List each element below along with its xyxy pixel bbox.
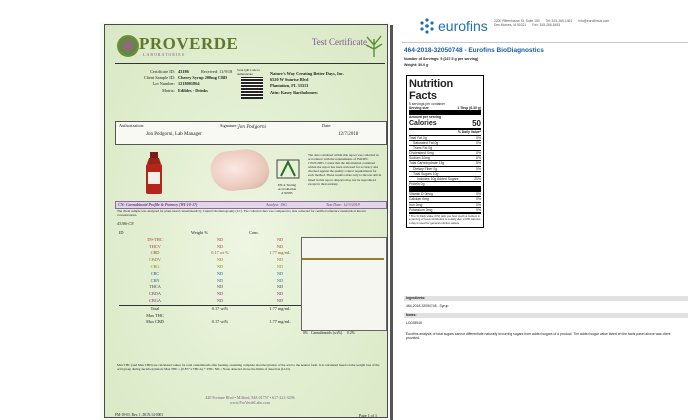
footer-page: Page 1 of 1	[358, 413, 377, 418]
section-title-bar	[115, 201, 387, 209]
nutrient-row: Dietary Fiber 0g 0%	[409, 166, 481, 171]
nutrient-row: Trans Fat 0g	[409, 145, 481, 150]
meta-row: Lot Number: 1218001864	[152, 81, 200, 87]
certificate-header	[115, 33, 385, 64]
cbd-graph-bar	[302, 258, 384, 260]
nutrient-row: Saturated Fat 0g 0%	[409, 140, 481, 145]
vitamin-row: Calcium 0mg 0%	[409, 197, 481, 202]
proverde-logo-sub: LABORATORIES	[143, 52, 185, 57]
calories-row: Calories 50	[409, 119, 481, 129]
potency-table	[119, 230, 311, 326]
section-title: CN: Cannabinoid Profile & Potency (WI-10-17)	[118, 202, 198, 207]
eurofins-brand: eurofins	[438, 18, 488, 34]
nutrient-row: Includes 10g Added Sugars 20%	[409, 176, 481, 181]
meta-row: Matrix: Edibles - Drinks	[162, 87, 208, 93]
table-row-max-cbd: Max CBD 0.17 wt% 1.77 mg/mL	[146, 319, 291, 325]
nutrient-row: Total Carbohydrate 13g 5%	[409, 161, 481, 166]
certificate-title: Test Certificate	[311, 37, 367, 47]
sample-photo	[209, 147, 271, 193]
vitamin-row: Vitamin D 0mcg 0%	[409, 192, 481, 197]
table-row: THCA ND ND	[149, 284, 284, 290]
table-row: CBD 0.17 wt % 1.77 mg/mL	[150, 250, 291, 256]
bottle-image	[141, 152, 167, 196]
ingredients-label: Ingredients:	[404, 296, 688, 301]
proverde-logo: PROVERDE	[139, 34, 239, 53]
nutrition-facts-panel	[406, 75, 484, 228]
footer-address: 420 Fortune Blvd • Milford, MA 01757 • 617-221-3296 www.ProVerdeLabs.com	[205, 395, 295, 405]
nutrient-row: Total Fat 0g 0%	[409, 135, 481, 140]
auth-label: Authorization:	[119, 123, 145, 128]
notes-id: LG028540	[406, 321, 422, 325]
table-row: CBN ND ND	[150, 277, 284, 283]
nutrient-row: Total Sugars 10g	[409, 171, 481, 176]
meta-row: Certificate ID: 43186	[150, 69, 189, 74]
analyst: Analyst: JSG	[266, 202, 287, 207]
client-address: Nature's Way Creating Better Days, Inc. 6520 W Sunrise Blvd Plantation, FL 33313 Attn: Kasey Bartholomew	[270, 71, 345, 95]
table-row: CBG ND ND	[150, 263, 284, 269]
authorization-box	[115, 121, 387, 145]
eurofins-logo-icon	[418, 17, 436, 35]
qr-label: Scan QR Code to authenticate	[237, 68, 260, 76]
signature: Jon Podgorni	[238, 125, 267, 130]
table-row: CBDV ND ND	[149, 257, 284, 263]
certificate-frame	[104, 24, 388, 418]
potency-graph	[301, 237, 387, 331]
nutrition-facts-title: Nutrition Facts	[409, 78, 454, 102]
cannabinoids-total: 0% Cannabinoids (wt%) 0.2%	[303, 331, 355, 335]
report-title: 464-2018-32050748 - Eurofins BioDiagnostics	[404, 47, 544, 54]
footer-doc-code: FM-18-05, Rev. 1, DCN:14-0001	[115, 413, 164, 417]
test-date: Test Date: 12/3/2018	[326, 202, 360, 207]
attestation-text: The data contained within this report was collected in accordance with the requirements of ISO/IEC 17025:2005. I attest that the information contained within the report has been reviewed for accuracy and checked against the quality control requirements for each method. These results relate only to the test article listed in this report. Reports may not be reproduced except in their entirety.	[308, 153, 382, 186]
table-row: THCV ND ND	[149, 243, 284, 249]
auth-date: 12/7/2018	[338, 132, 359, 137]
ingredients-text: 464-2018-32050748 - Syrup	[406, 304, 449, 308]
table-row-max-thc: Max THC	[146, 312, 164, 318]
section-note: The client sample was analyzed for plant-based cannabinoids by Liquid Chromatography (LC). The collected data was compared to data collected for certified reference standards at known concentrations.	[117, 209, 366, 217]
received-date: Received: 11/9/18	[201, 69, 233, 74]
daily-value-header: % Daily Value*	[409, 128, 481, 134]
pjla-seal-text: PJLA Testing Accreditation # 92583	[277, 183, 297, 195]
table-header: ID Weight % Conc.	[119, 230, 260, 235]
table-row: D9-THC ND ND	[147, 236, 284, 242]
vitamin-row: Potassium 0mg 0%	[409, 207, 481, 212]
notes-label: Notes:	[404, 313, 688, 318]
signature-label: Signature:	[220, 123, 238, 128]
pjla-seal-icon	[275, 158, 301, 182]
nutrient-row: Cholesterol 0mg 0%	[409, 151, 481, 156]
qr-code-icon[interactable]	[241, 77, 263, 99]
table-row-total: Total 0.17 wt% 1.77 mg/mL	[119, 305, 311, 312]
amount-per-serving: Amount per serving	[409, 110, 481, 119]
eurofins-address: 2200 Rittenhouse St, Suite 150 Tel: 515-265-1461 info@eurofinsus.com Des Moines, IA 50321 Fax: 515-266-5453	[494, 19, 610, 28]
date-label: Date:	[322, 123, 332, 128]
auth-name: Jon Podgorni, Lab Manager	[146, 132, 202, 137]
table-row: CBGA ND ND	[149, 297, 284, 303]
proverde-logo-icon	[117, 35, 139, 57]
table-row: CBDA ND ND	[149, 291, 284, 297]
eurofins-report-page	[396, 5, 696, 415]
notes-text: Eurofins analysis of total sugars cannot differentiate naturally occurring sugars from added sugars of a product. The added sugar value listed on the facts panel above was client provided.	[406, 332, 671, 341]
nutrient-row: Protein 0g	[409, 181, 481, 186]
serving-size-row: Serving size 1 Tbsp (6.30 g)	[409, 106, 481, 111]
servings-per-container: 5 servings per container	[409, 102, 446, 106]
sample-id: 43186-CN	[117, 221, 134, 226]
footnote: Max THC (and Max CBD) are calculated values for total cannabinoids after heating, assuming complete decarboxylation of the acid to the neutral form. It is calculated based on the weight loss of the acid group during decarboxylation: Max THC = (0.877 x THCA) + THC. ND = None detected above the limits of detection (LLD).	[117, 363, 380, 372]
plant-icon	[363, 31, 385, 57]
proverde-certificate-page	[100, 22, 390, 420]
servings-line: Number of Servings: 5 (237.5 g per serving)	[404, 57, 479, 61]
meta-row: Client Sample ID: Cherry Syrup 200mg CBD	[143, 75, 228, 81]
nutrient-row: Sodium 10mg 0%	[409, 156, 481, 161]
vitamin-row: Iron 0mg 0%	[409, 202, 481, 207]
table-row: CBC ND ND	[150, 270, 284, 276]
header-divider	[402, 42, 688, 43]
nf-footnote: * The % Daily Value (DV) tells you how much a nutrient in a serving of food contributes to a daily diet. 2,000 calories a day is used for general nutrition advice.	[409, 213, 481, 225]
weight-line: Weight: 30.0 g	[404, 63, 429, 67]
